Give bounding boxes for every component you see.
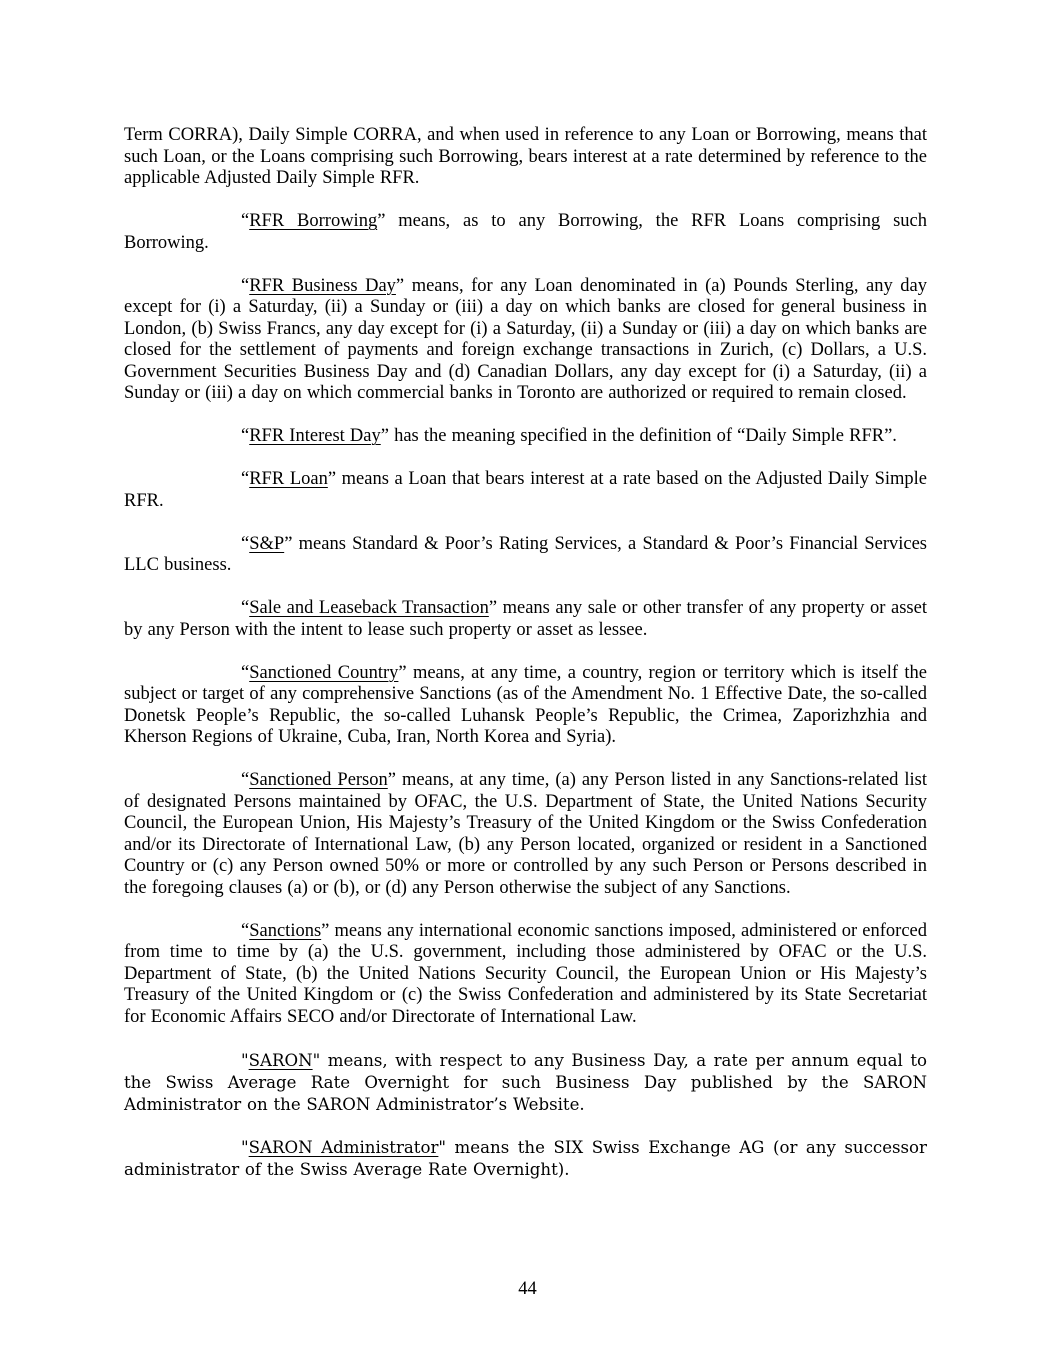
open-quote: “ xyxy=(241,662,250,683)
open-quote: “ xyxy=(241,426,250,446)
definition-text: ” means, at any time, (a) any Person listed in any Sanctions-related list of designated Persons maintained by OFAC, the U.S. Department of State, the United Nations Security Council, the European Union, His Majesty’s Treasury of the United Kingdom or the Swiss Confederation and/or its Directorate of International Law, (b) any Person located, organized or resident in a Sanctioned Country or (c) any Person owned 50% or more or controlled by any such Person or Persons described in the foregoing clauses (a) or (b), or (d) any Person otherwise the subject of any Sanctions. xyxy=(124,770,928,898)
definition-text: ” has the meaning specified in the definition of “Daily Simple RFR”. xyxy=(380,426,897,446)
open-quote: " xyxy=(241,1138,249,1157)
defined-term-sale-and-leaseback-transaction: Sale and Leaseback Transaction xyxy=(249,598,489,618)
defined-term-sanctioned-country: Sanctioned Country xyxy=(249,662,399,683)
defined-term-saron-administrator: SARON Administrator xyxy=(248,1138,439,1157)
definition-text: " means the SIX Swiss Exchange AG (or any successor administrator of the Swiss Average Rate Overnight). xyxy=(124,1138,927,1179)
definition-text: ” means any international economic sanctions imposed, administered or enforced from time to time by (a) the U.S. government, including those administered by OFAC or the U.S. Department of State, (b) the United Nations Security Council, the European Union or His Majesty’s Treasury of the United Kingdom or (c) the Swiss Confederation and administered by its State Secretariat for Economic Affairs SECO and/or Directorate of International Law. xyxy=(124,920,927,1027)
definition-rfr-borrowing xyxy=(124,211,927,254)
defined-term-sanctioned-person: Sanctioned Person xyxy=(249,770,388,790)
paragraph-term-corra-continuation xyxy=(124,125,927,190)
open-quote: “ xyxy=(241,275,250,296)
open-quote: " xyxy=(241,1050,249,1070)
defined-term-rfr-interest-day: RFR Interest Day xyxy=(249,426,381,446)
defined-term-rfr-loan: RFR Loan xyxy=(249,469,328,489)
definition-text: " means, with respect to any Business Day, a rate per annum equal to the Swiss Average Rate Overnight for such Business Day published by the SARON Administrator on the SARON Administrator’s Website. xyxy=(124,1050,927,1114)
defined-term-s-and-p: S&P xyxy=(249,533,285,554)
open-quote: “ xyxy=(241,920,250,941)
open-quote: “ xyxy=(241,211,250,231)
open-quote: “ xyxy=(241,469,250,489)
definition-text: ” means any sale or other transfer of any property or asset by any Person with the intent to lease such property or asset as lessee. xyxy=(124,598,927,640)
definition-text: ” means, for any Loan denominated in (a) Pounds Sterling, any day except for (i) a Saturday, (ii) a Sunday or (iii) a day on which banks are closed for general business in London, (b) Swiss Francs, any day except for (i) a Saturday, (ii) a Sunday or (iii) a day on which banks are closed for the settlement of payments and foreign exchange transactions in Zurich, (c) Dollars, a U.S. Government Securities Business Day and (d) Canadian Dollars, any day except for (i) a Saturday, (ii) a Sunday or (iii) a day on which commercial banks in Toronto are authorized or required to remain closed. xyxy=(124,275,928,403)
paragraph-text: Term CORRA), Daily Simple CORRA, and when used in reference to any Loan or Borrowing, means that such Loan, or the Loans comprising such Borrowing, bears interest at a rate determined by reference to the applicable Adjusted Daily Simple RFR. xyxy=(124,125,927,188)
defined-term-sanctions: Sanctions xyxy=(249,920,322,941)
defined-term-saron: SARON xyxy=(248,1050,313,1070)
open-quote: “ xyxy=(241,533,250,554)
defined-term-rfr-borrowing: RFR Borrowing xyxy=(249,211,378,231)
defined-term-rfr-business-day: RFR Business Day xyxy=(249,275,396,296)
definition-s-and-p xyxy=(124,534,927,577)
definition-saron xyxy=(124,1050,927,1116)
definition-text: ” means, as to any Borrowing, the RFR Loans comprising such Borrowing. xyxy=(124,211,927,253)
document-page xyxy=(124,125,927,1181)
open-quote: “ xyxy=(241,598,250,618)
definition-text: ” means, at any time, a country, region or territory which is itself the subject or target of any comprehensive Sanctions (as of the Amendment No. 1 Effective Date, the so-called Donetsk People’s Republic, the so-called Luhansk People’s Republic, the Crimea, Zaporizhzhia and Kherson Regions of Ukraine, Cuba, Iran, North Korea and Syria). xyxy=(124,662,927,747)
page-number: 44 xyxy=(518,1279,537,1299)
definition-sale-and-leaseback-transaction xyxy=(124,598,927,641)
definition-sanctions xyxy=(124,921,927,1029)
definition-text: ” means a Loan that bears interest at a rate based on the Adjusted Daily Simple RFR. xyxy=(124,469,927,511)
definition-sanctioned-country xyxy=(124,663,927,749)
definition-rfr-business-day xyxy=(124,276,927,405)
definition-text: ” means Standard & Poor’s Rating Services, a Standard & Poor’s Financial Services LLC business. xyxy=(124,533,927,575)
definition-saron-administrator xyxy=(124,1137,927,1181)
definition-sanctioned-person xyxy=(124,770,927,899)
definition-rfr-interest-day xyxy=(124,426,927,448)
definition-rfr-loan xyxy=(124,469,927,512)
open-quote: “ xyxy=(241,770,250,790)
